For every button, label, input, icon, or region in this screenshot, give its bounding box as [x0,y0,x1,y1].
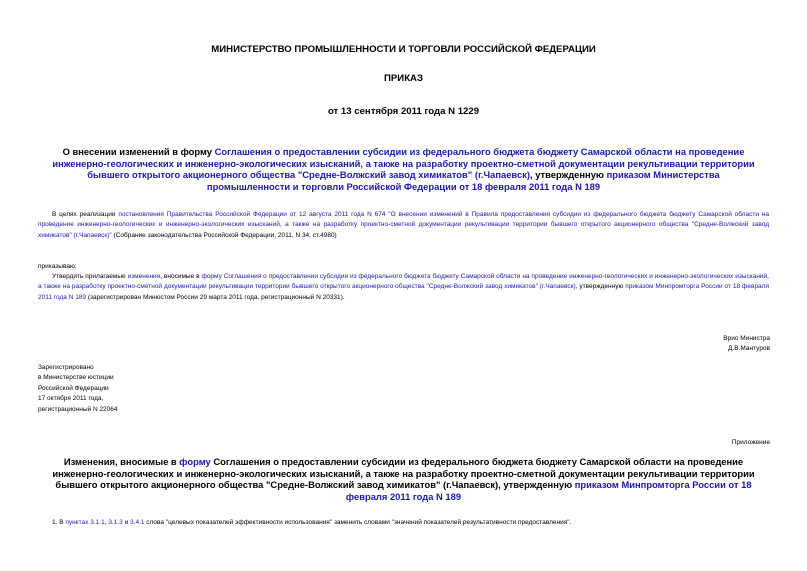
approve-text-2: , вносимые в [160,273,202,280]
registration-line: Зарегистрировано [38,364,94,371]
paragraph-preamble [38,210,769,241]
preamble-suffix: (Собрание законодательства Российской Федерации, 2011, N 34, ст.4980) [111,231,337,239]
paragraph-change-1 [38,518,769,528]
title-agreement-link[interactable]: Соглашения о предоставлении субсидии из федерального бюджета бюджету Самарской области на проведение инженерно-геологических и инженерно-экологических изысканий, а также на разработку проектно-сметной документации рекультивации территории бывшего открытого акционерного общества "Средне-Волжский завод химикатов" (г.Чапаевск) [52,146,755,181]
clause-3-1-3-link[interactable]: 3.1.3 [108,519,123,526]
appendix-title-prefix: Изменения, вносимые в [63,456,180,467]
registration-line: в Министерстве юстиции [38,374,114,382]
change-text-1: 1. В [52,519,66,526]
title-prefix: О внесении изменений в форму [62,146,215,157]
approve-text-1: Утвердить прилагаемые [52,273,128,280]
registration-block [38,363,118,415]
document-title [52,146,755,192]
change-text-3: и [122,519,131,526]
appendix-label: Приложение [731,439,770,446]
approve-text-4: (зарегистрирован Минюстом России 29 марта 2011 года, регистрационный N 20331). [86,293,345,301]
changes-link[interactable]: изменения [127,273,161,280]
clause-3-1-1-link[interactable]: пунктах 3.1.1 [65,519,105,526]
document-type-heading: ПРИКАЗ [384,73,423,84]
title-middle: , утвержденную [530,169,607,181]
registration-line: Российской Федерации [38,384,109,392]
title-order-link[interactable]: приказом Министерства промышленности и торговли Российской Федерации от 18 февраля 2011 года N 189 [206,169,720,192]
government-decree-link[interactable]: постановления Правительства Российской Федерации от 12 августа 2011 года N 674 "О внесении изменений в Правила предоставления субсидии из федерального бюджета бюджету Самарской области на проведение инженерно-геологических и инженерно-экологических изысканий, а также на разработку проектно-сметной документации рекультивации территории бывшего открытого акционерного общества "Средне-Волжский завод химикатов" (г.Чапаевск)" [38,211,770,239]
change-text-2: , [104,519,109,526]
appendix-title-middle: Соглашения о предоставлении субсидии из федерального бюджета бюджету Самарской области на проведение инженерно-геологических и инженерно-экологических изысканий, а также на разработку проектно-сметной документации рекультивации территории бывшего открытого акционерного общества "Средне-Волжский завод химикатов" (г.Чапаевск), утвержденную [52,456,755,491]
orders-word: приказываю: [38,263,77,270]
preamble-prefix: В целях реализации [52,211,119,218]
appendix-title [52,456,755,502]
minpromtorg-order-link[interactable]: приказом Минпромторга России от 18 февраля 2011 года N 189 [38,283,769,301]
signature-block [723,334,770,355]
approve-text-3: , утвержденную [575,283,626,291]
registration-line: 17 октября 2011 года, [38,395,104,403]
appendix-form-link[interactable]: форму [179,456,211,467]
paragraph-approve [38,272,769,303]
clause-3-4-1-link[interactable]: 3.4.1 [130,519,145,526]
signature-name: Д.В.Мантуров [728,345,770,353]
agreement-form-link[interactable]: форму Соглашения о предоставлении субсидии из федерального бюджета бюджету Самарской области на проведение инженерно-геологических и инженерно-экологических изысканий, а также на разработку проектно-сметной документации рекультивации территории бывшего открытого акционерного общества "Средне-Волжский завод химикатов" (г.Чапаевск) [38,273,769,291]
ministry-heading: МИНИСТЕРСТВО ПРОМЫШЛЕННОСТИ И ТОРГОВЛИ РОССИЙСКОЙ ФЕДЕРАЦИИ [211,44,596,55]
appendix-order-link[interactable]: приказом Минпромторга России от 18 февраля 2011 года N 189 [345,479,752,502]
document-date-number: от 13 сентября 2011 года N 1229 [327,106,480,117]
change-text-4: слова "целевых показателей эффективности использования" заменить словами "значений показателей результативности предоставления". [144,519,572,526]
signature-position: Врио Министра [723,335,770,342]
registration-line: регистрационный N 22064 [38,405,118,413]
